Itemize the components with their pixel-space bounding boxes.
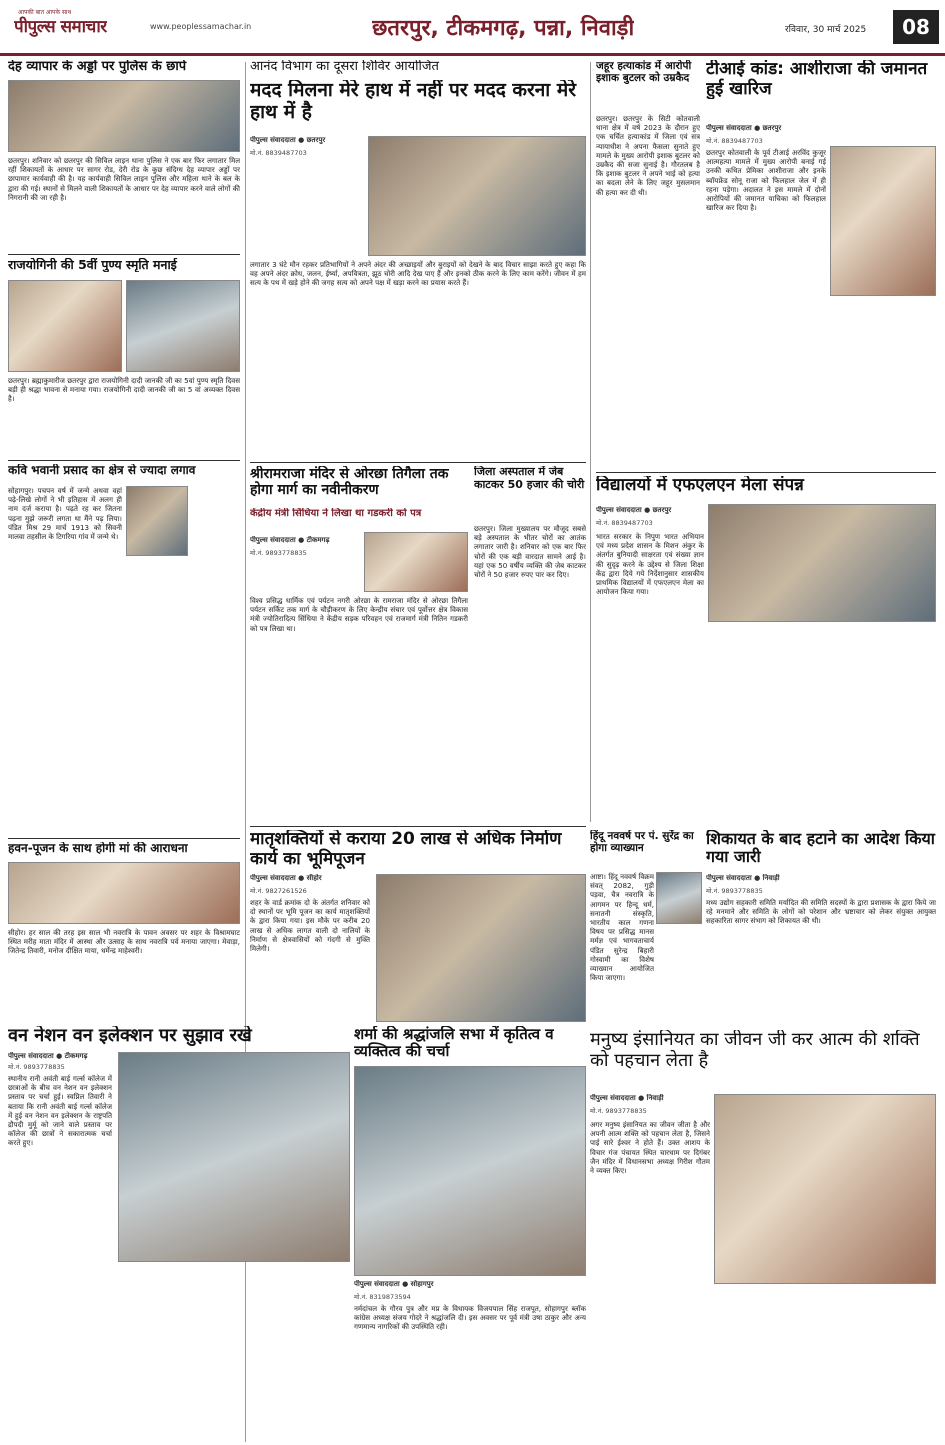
story-photo — [126, 280, 240, 372]
story-shriramraja — [250, 466, 468, 822]
story-hindu — [590, 830, 702, 1026]
story-kavi — [8, 464, 240, 834]
mobile-number: मो.नं. 8839487703 — [250, 149, 307, 157]
story-photo — [368, 136, 586, 256]
story-tiai — [706, 60, 936, 470]
headline: शिकायत के बाद हटाने का आदेश किया गया जारी — [706, 830, 935, 867]
headline: जहूर हत्याकांड में आरोपी इशाक बुटलर को उम्रकैद — [596, 60, 692, 85]
masthead-region: छतरपुर, टीकमगढ़, पन्ना, निवाड़ी — [372, 16, 635, 41]
portrait-photo — [126, 486, 188, 556]
mobile-number: मो.नं. 9893778835 — [590, 1107, 647, 1115]
headline: श्रीरामराजा मंदिर से ओरछा तिगैला तक होगा मार्ग का नवीनीकरण — [250, 466, 449, 499]
byline: पीपुल्स संवाददाता ● सोहागपुर — [354, 1280, 434, 1288]
story-manushya — [590, 1030, 936, 1440]
headline: टीआई कांड: आशीराजा की जमानत हुई खारिज — [706, 60, 928, 99]
story-text: छतरपुर। जिला मुख्यालय पर मौजूद सबसे बड़े अस्पताल के भीतर चोरों का आतंक लगातार जारी है। शनिवार को एक बार फिर चोरों की एक बड़ी वारदात सामने आई है। यहां एक 50 वर्षीय व्यक्ति की जेब काटकर चोरों ने 50 हजार रुपए पार कर दिए। — [474, 524, 586, 580]
headline: मातृशक्तियों से कराया 20 लाख से अधिक निर्माण कार्य का भूमिपूजन — [250, 830, 562, 869]
headline: हवन-पूजन के साथ होगी मां की आराधना — [8, 842, 188, 855]
byline: पीपुल्स संवाददाता ● टीकमगढ़ — [8, 1052, 88, 1060]
story-fln — [596, 476, 936, 826]
story-text: स्थानीय रानी अवंती बाई गर्ल्स कॉलेज में छात्राओं के बीच वन नेशन वन इलेक्शन प्रस्ताव पर चर्चा हुई। स्वप्निल तिवारी ने बताया कि रानी अवंती बाई गर्ल्स कॉलेज में हुई वन नेशन वन इलेक्शन के राष्ट्रपति द्रौपदी मुर्मू को जाने वाले प्रस्ताव पर कॉलेज की छात्रों ने सकारात्मक चर्चा करते हुए। — [8, 1074, 112, 1148]
story-text: लगातार 3 घंटे मौन रहकर प्रतिभागियों ने अपने अंदर की अच्छाइयों और बुराइयों को देखने के बाद विचार साझा करते हुए कहा कि वह अपने अंदर क्रोध, जलन, ईर्ष्या, अपवित्रता, झूठ चोरी आदि देख पाए हैं और इनको ठीक करने के लिए काम करेंगे। जीवन में हम सत्य के पथ में खड़े होने की जगह सत्य को अपने पक्ष में खड़ा करने का प्रयास करते हैं। — [250, 260, 586, 288]
story-photo — [8, 862, 240, 924]
divider — [8, 460, 240, 461]
masthead-website[interactable]: www.peoplessamachar.in — [150, 22, 252, 31]
byline: पीपुल्स संवाददाता ● निवाड़ी — [706, 874, 780, 882]
story-shikayat — [706, 830, 936, 1026]
mobile-number: मो.नं. 9893778835 — [706, 887, 763, 895]
headline: राजयोगिनी की 5वीं पुण्य स्मृति मनाई — [8, 258, 177, 272]
byline: पीपुल्स संवाददाता ● छतरपुर — [706, 124, 782, 132]
portrait-photo — [830, 146, 936, 296]
divider — [8, 254, 240, 255]
story-text: विश्व प्रसिद्ध धार्मिक एवं पर्यटन नगरी ओरछा के रामराजा मंदिर से ओरछा तिगैला पर्यटन सर्किट तक मार्ग के चौड़ीकरण के लिए केन्द्रीय संचार एवं पूर्वोत्तर क्षेत्र विकास मंत्री ज्योतिरादित्य सिंधिया ने केंद्रीय सड़क परिवहन एवं राजमार्ग मंत्री नितिन गडकरी को पत्र लिखा था। — [250, 596, 468, 633]
kicker: आनंद विभाग का दूसरा शिविर आयोजित — [250, 60, 439, 74]
story-murder — [596, 60, 700, 470]
subheadline: केंद्रीय मंत्री सिंधिया ने लिखा था गडकरी को पत्र — [250, 508, 422, 519]
masthead — [0, 0, 945, 56]
story-text: सीहोर। हर साल की तरह इस साल भी नवरात्रि के पावन अवसर पर शहर के विश्रामघाट स्थित मरीह माता मंदिर में आस्था और उत्साह के साथ नवरात्रि पर्व मनाया जाएगा। मेवाड़ा, जितेन्द्र तिवारी, मनोज दीक्षित माया, धर्मेन्द्र माहेश्वरी। — [8, 928, 240, 956]
masthead-tagline: आपकी बात आपके साथ — [18, 9, 72, 16]
mobile-number: मो.नं. 9893778835 — [8, 1063, 65, 1071]
mobile-number: मो.नं. 8319873594 — [354, 1293, 411, 1301]
headline: देह व्यापार के अड्डों पर पुलिस के छापे — [8, 60, 187, 74]
story-text: भारत सरकार के निपुण भारत अभियान एवं मध्य प्रदेश शासन के मिशन अंकुर के अंतर्गत बुनियादी साक्षरता एवं संख्या ज्ञान की सुदृढ़ करने के उद्देश्य से जिला शिक्षा केंद्र द्वारा दिये गये निर्देशानुसार शासकीय प्राथमिक विद्यालयों में एफएलएन मेला का आयोजन किया गया। — [596, 532, 704, 597]
divider — [250, 462, 586, 463]
mobile-number: मो.नं. 9893778835 — [250, 549, 307, 557]
story-text: सोहागपुर। पचपन वर्ष में जन्मे अथवा वहां पढ़े-लिखे लोगों ने भी इतिहास में अलग ही नाम दर्ज कराया है। पढ़ते रह कर जितना पढ़ना मुझे जरूरी लगता था मैंने पढ़ लिया। पंडित मिश्र 29 मार्च 1913 को सिवनी मालवा तहसील के टिगरिया गांव में जन्मे थे। — [8, 486, 122, 542]
byline: पीपुल्स संवाददाता ● छतरपुर — [596, 506, 672, 514]
headline: वन नेशन वन इलेक्शन पर सुझाव रखे — [8, 1026, 252, 1046]
divider — [250, 826, 586, 827]
mobile-number: मो.नं. 8839487703 — [706, 137, 763, 145]
story-matrushakti — [250, 830, 586, 1026]
story-text: छतरपुर कोतवाली के पूर्व टीआई अरविंद कुजूर आत्महत्या मामले में मुख्य आरोपी बनाई गई उनकी कथित प्रेमिका आशीराजा और इनके ब्वॉयफ्रेंड सोनू राजा को फिलहाल जेल में ही रहना पड़ेगा। अदालत ने इस मामले में दोनों आरोपियों की जमानत याचिका को फिलहाल खारिज कर दिया है। — [706, 148, 826, 213]
story-police — [8, 60, 240, 250]
masthead-logo: पीपुल्स समाचार — [14, 17, 107, 37]
headline: जिला अस्पताल में जेब काटकर 50 हजार की चोरी — [474, 466, 585, 491]
story-photo — [8, 80, 240, 152]
story-photo — [354, 1066, 586, 1276]
story-photo — [376, 874, 586, 1022]
story-photo — [708, 504, 936, 622]
mobile-number: मो.नं. 8839487703 — [596, 519, 653, 527]
story-photo — [118, 1052, 350, 1262]
mobile-number: मो.नं. 9827261526 — [250, 887, 307, 895]
story-text: छतरपुर। छतरपुर के सिटी कोतवाली थाना क्षेत्र में वर्ष 2023 के दौरान हुए एक चर्चित हत्याकांड में जिला एवं सत्र न्यायाधीश ने अपना फैसला सुनाते हुए मामले के मुख्य आरोपी इशाक बुटलर को उम्रकैद की सजा सुनाई है। गौरतलब है कि इशाक बुटलर ने अपने भाई को हत्या का बदला लेने के लिए जहूर मुसलमान की हत्या कर दी थी। — [596, 114, 700, 197]
story-text: शहर के वार्ड क्रमांक दो के अंतर्गत शनिवार को दो स्थानों पर भूमि पूजन का कार्य मातृशक्तियों के द्वारा किया गया। इस मौके पर करीब 20 लाख से अधिक लागत वाली दो नालियों के निर्माण से क्षेत्रवासियों को गंदगी से मुक्ति मिलेगी। — [250, 898, 370, 954]
story-photo — [364, 532, 468, 592]
story-rajyogini — [8, 258, 240, 456]
story-jeb — [474, 466, 586, 822]
story-text: छतरपुर। ब्रह्माकुमारीज छतरपुर द्वारा राजयोगिनी दादी जानकी जी का 5वां पुण्य स्मृति दिवस बड़ी ही श्रद्धा भावना से मनाया गया। राजयोगिनी दादी जानकी जी का 5 वां अव्यक्त दिवस है। — [8, 376, 240, 404]
byline: पीपुल्स संवाददाता ● निवाड़ी — [590, 1094, 664, 1102]
headline: हिंदू नववर्ष पर पं. सुरेंद्र का होगा व्याख्यान — [590, 830, 694, 855]
byline: पीपुल्स संवाददाता ● छतरपुर — [250, 136, 326, 144]
divider — [8, 838, 240, 839]
story-photo — [8, 280, 122, 372]
headline: कवि भवानी प्रसाद का क्षेत्र से ज्यादा लगाव — [8, 464, 196, 477]
headline: शर्मा की श्रद्धांजलि सभा में कृतित्व व व्यक्तित्व की चर्चा — [354, 1026, 554, 1061]
divider — [596, 472, 936, 473]
masthead-date: रविवार, 30 मार्च 2025 — [785, 25, 867, 35]
column-divider — [590, 62, 591, 822]
page-number: 08 — [893, 10, 939, 44]
story-sharma — [354, 1026, 586, 1440]
story-havan — [8, 842, 240, 1022]
story-anand — [250, 60, 586, 460]
story-photo — [714, 1094, 936, 1284]
story-text: छतरपुर। शनिवार को छतरपुर की सिविल लाइन थाना पुलिस ने एक बार फिर लगातार मिल रहीं शिकायतों के आधार पर सागर रोड, देरी रोड के कुछ संदिग्ध देह व्यापार अड्डों पर छापामार कार्यवाही की है। यह कार्यवाही सिविल लाइन पुलिस और महिला थाने के बल के द्वारा की गई। स्थानों से मिलने वाली शिकायतों के आधार पर देह व्यापार करने वाले लोगों की निगरानी की जा रही है। — [8, 156, 240, 202]
story-text: मध्य उद्योग सहकारी समिति मर्यादित की समिति सदस्यों के द्वारा प्रशासक के द्वारा किये जा रहे मनमाने और समिति के लोगों को परेशान और भ्रष्टाचार को लेकर संयुक्त आयुक्त सहकारिता सागर संभाग को शिकायत की थी। — [706, 898, 936, 926]
byline: पीपुल्स संवाददाता ● टीकमगढ़ — [250, 536, 330, 544]
headline: विद्यालयों में एफएलएन मेला संपन्न — [596, 476, 804, 495]
story-text: अगर मनुष्य इंसानियत का जीवन जीता है और अपनी आत्म शक्ति को पहचान लेता है, जिसने पाई सारे ईश्वर ने होते हैं। उक्त आशय के विचार गंज पंचायत स्थित चारधाम पर दिगंबर जैन मंदिर में विधानसभा अध्यक्ष गिरीश गौतम ने व्यक्त किए। — [590, 1120, 710, 1176]
headline: मनुष्य इंसानियत का जीवन जी कर आत्म की शक्ति को पहचान लेता है — [590, 1030, 920, 1071]
portrait-photo — [656, 872, 702, 924]
story-text: नर्मदांचल के गौरव पुत्र और मप्र के विधायक विजयपाल सिंह राजपूत, सोहागपुर ब्लॉक कांग्रेस अध्यक्ष संजय गोदरे ने श्रद्धांजलि दी। इस अवसर पर पूर्व मंत्री उषा ठाकुर और अन्य गणमान्य नागरिकों की उपस्थिति रही। — [354, 1304, 586, 1332]
headline: मदद मिलना मेरे हाथ में नहीं पर मदद करना मेरे हाथ में है — [250, 80, 576, 123]
story-text: आष्टा। हिंदू नववर्ष विक्रम संवत् 2082, गुड़ी पड़वा, चैत्र नवरात्रि के आगमन पर हिन्दू धर्म, सनातनी संस्कृति, भारतीय काल गणना विषय पर प्रसिद्ध मानस मर्मज्ञ एवं भागवताचार्य पंडित सुरेन्द्र बिहारी गोस्वामी का विशेष व्याख्यान आयोजित किया जाएगा। — [590, 872, 654, 983]
byline: पीपुल्स संवाददाता ● सीहोर — [250, 874, 322, 882]
